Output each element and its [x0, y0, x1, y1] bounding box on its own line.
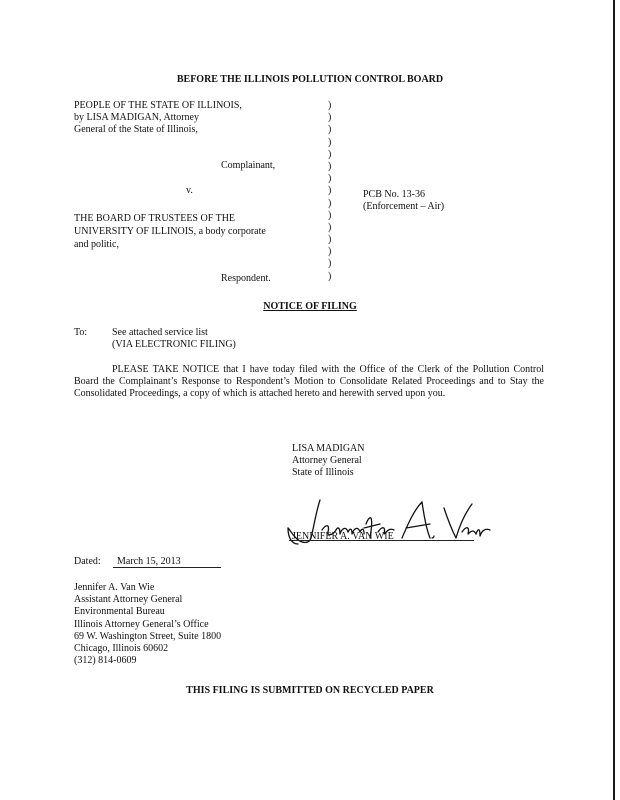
caption-parentheses: ) ) ) ) ) ) ) ) ) ) ) ) ) ) ) — [328, 100, 332, 282]
signatory-line-1: LISA MADIGAN — [292, 443, 365, 454]
to-line-2: (VIA ELECTRONIC FILING) — [112, 339, 236, 350]
signer-printed-name: JENNIFER A. VAN WIE — [292, 531, 394, 542]
signatory-line-3: State of Illinois — [292, 467, 354, 479]
contact-line-1: Jennifer A. Van Wie — [74, 582, 155, 593]
contact-line-5: 69 W. Washington Street, Suite 1800 — [74, 630, 222, 642]
caption-defendant-line-1: THE BOARD OF TRUSTEES OF THE — [74, 213, 236, 224]
scan-edge-line — [613, 0, 615, 800]
caption-party-line-3: General of the State of Illinois, — [74, 124, 198, 135]
case-number: PCB No. 13-36 — [363, 189, 425, 200]
board-title: BEFORE THE ILLINOIS POLLUTION CONTROL BOARD — [176, 74, 444, 85]
signatory-line-2: Attorney General — [292, 455, 362, 467]
notice-lead: PLEASE TAKE NOTICE — [112, 364, 220, 375]
dated-value: March 15, 2013 — [117, 556, 181, 567]
notice-title: NOTICE OF FILING — [263, 301, 357, 312]
to-line-1: See attached service list — [112, 327, 208, 338]
notice-paragraph — [74, 364, 544, 401]
caption-defendant-line-2: UNIVERSITY OF ILLINOIS, a body corporate — [74, 226, 266, 237]
contact-line-7: (312) 814-0609 — [74, 655, 137, 667]
contact-block — [74, 582, 221, 667]
to-label: To: — [74, 327, 88, 338]
caption-defendant-line-3: and politic, — [74, 239, 119, 250]
recycled-paper-footer: THIS FILING IS SUBMITTED ON RECYCLED PAPER — [186, 685, 434, 696]
contact-line-6: Chicago, Illinois 60602 — [74, 643, 169, 655]
signatory-block — [292, 443, 365, 480]
notice-body-text: that I have today filed with the Office of the Clerk of the Pollution Control Board the Complainant’s Response to Respondent’s Motion to Consolidate Related Proceedings and to Stay the Consolidated Proceedings, a copy of which is attached hereto and herewith served upon you. — [74, 364, 544, 400]
case-type: (Enforcement – Air) — [363, 201, 445, 212]
versus-label: v. — [186, 185, 193, 196]
contact-line-3: Environmental Bureau — [74, 606, 165, 618]
date-underline — [113, 567, 221, 568]
complainant-label: Complainant, — [221, 160, 276, 171]
contact-line-4: Illinois Attorney General’s Office — [74, 618, 209, 630]
caption-party-line-1: PEOPLE OF THE STATE OF ILLINOIS, — [74, 100, 242, 111]
caption-party-line-2: by LISA MADIGAN, Attorney — [74, 112, 199, 123]
respondent-label: Respondent. — [221, 273, 271, 284]
dated-label: Dated: — [74, 556, 101, 567]
contact-line-2: Assistant Attorney General — [74, 594, 183, 606]
